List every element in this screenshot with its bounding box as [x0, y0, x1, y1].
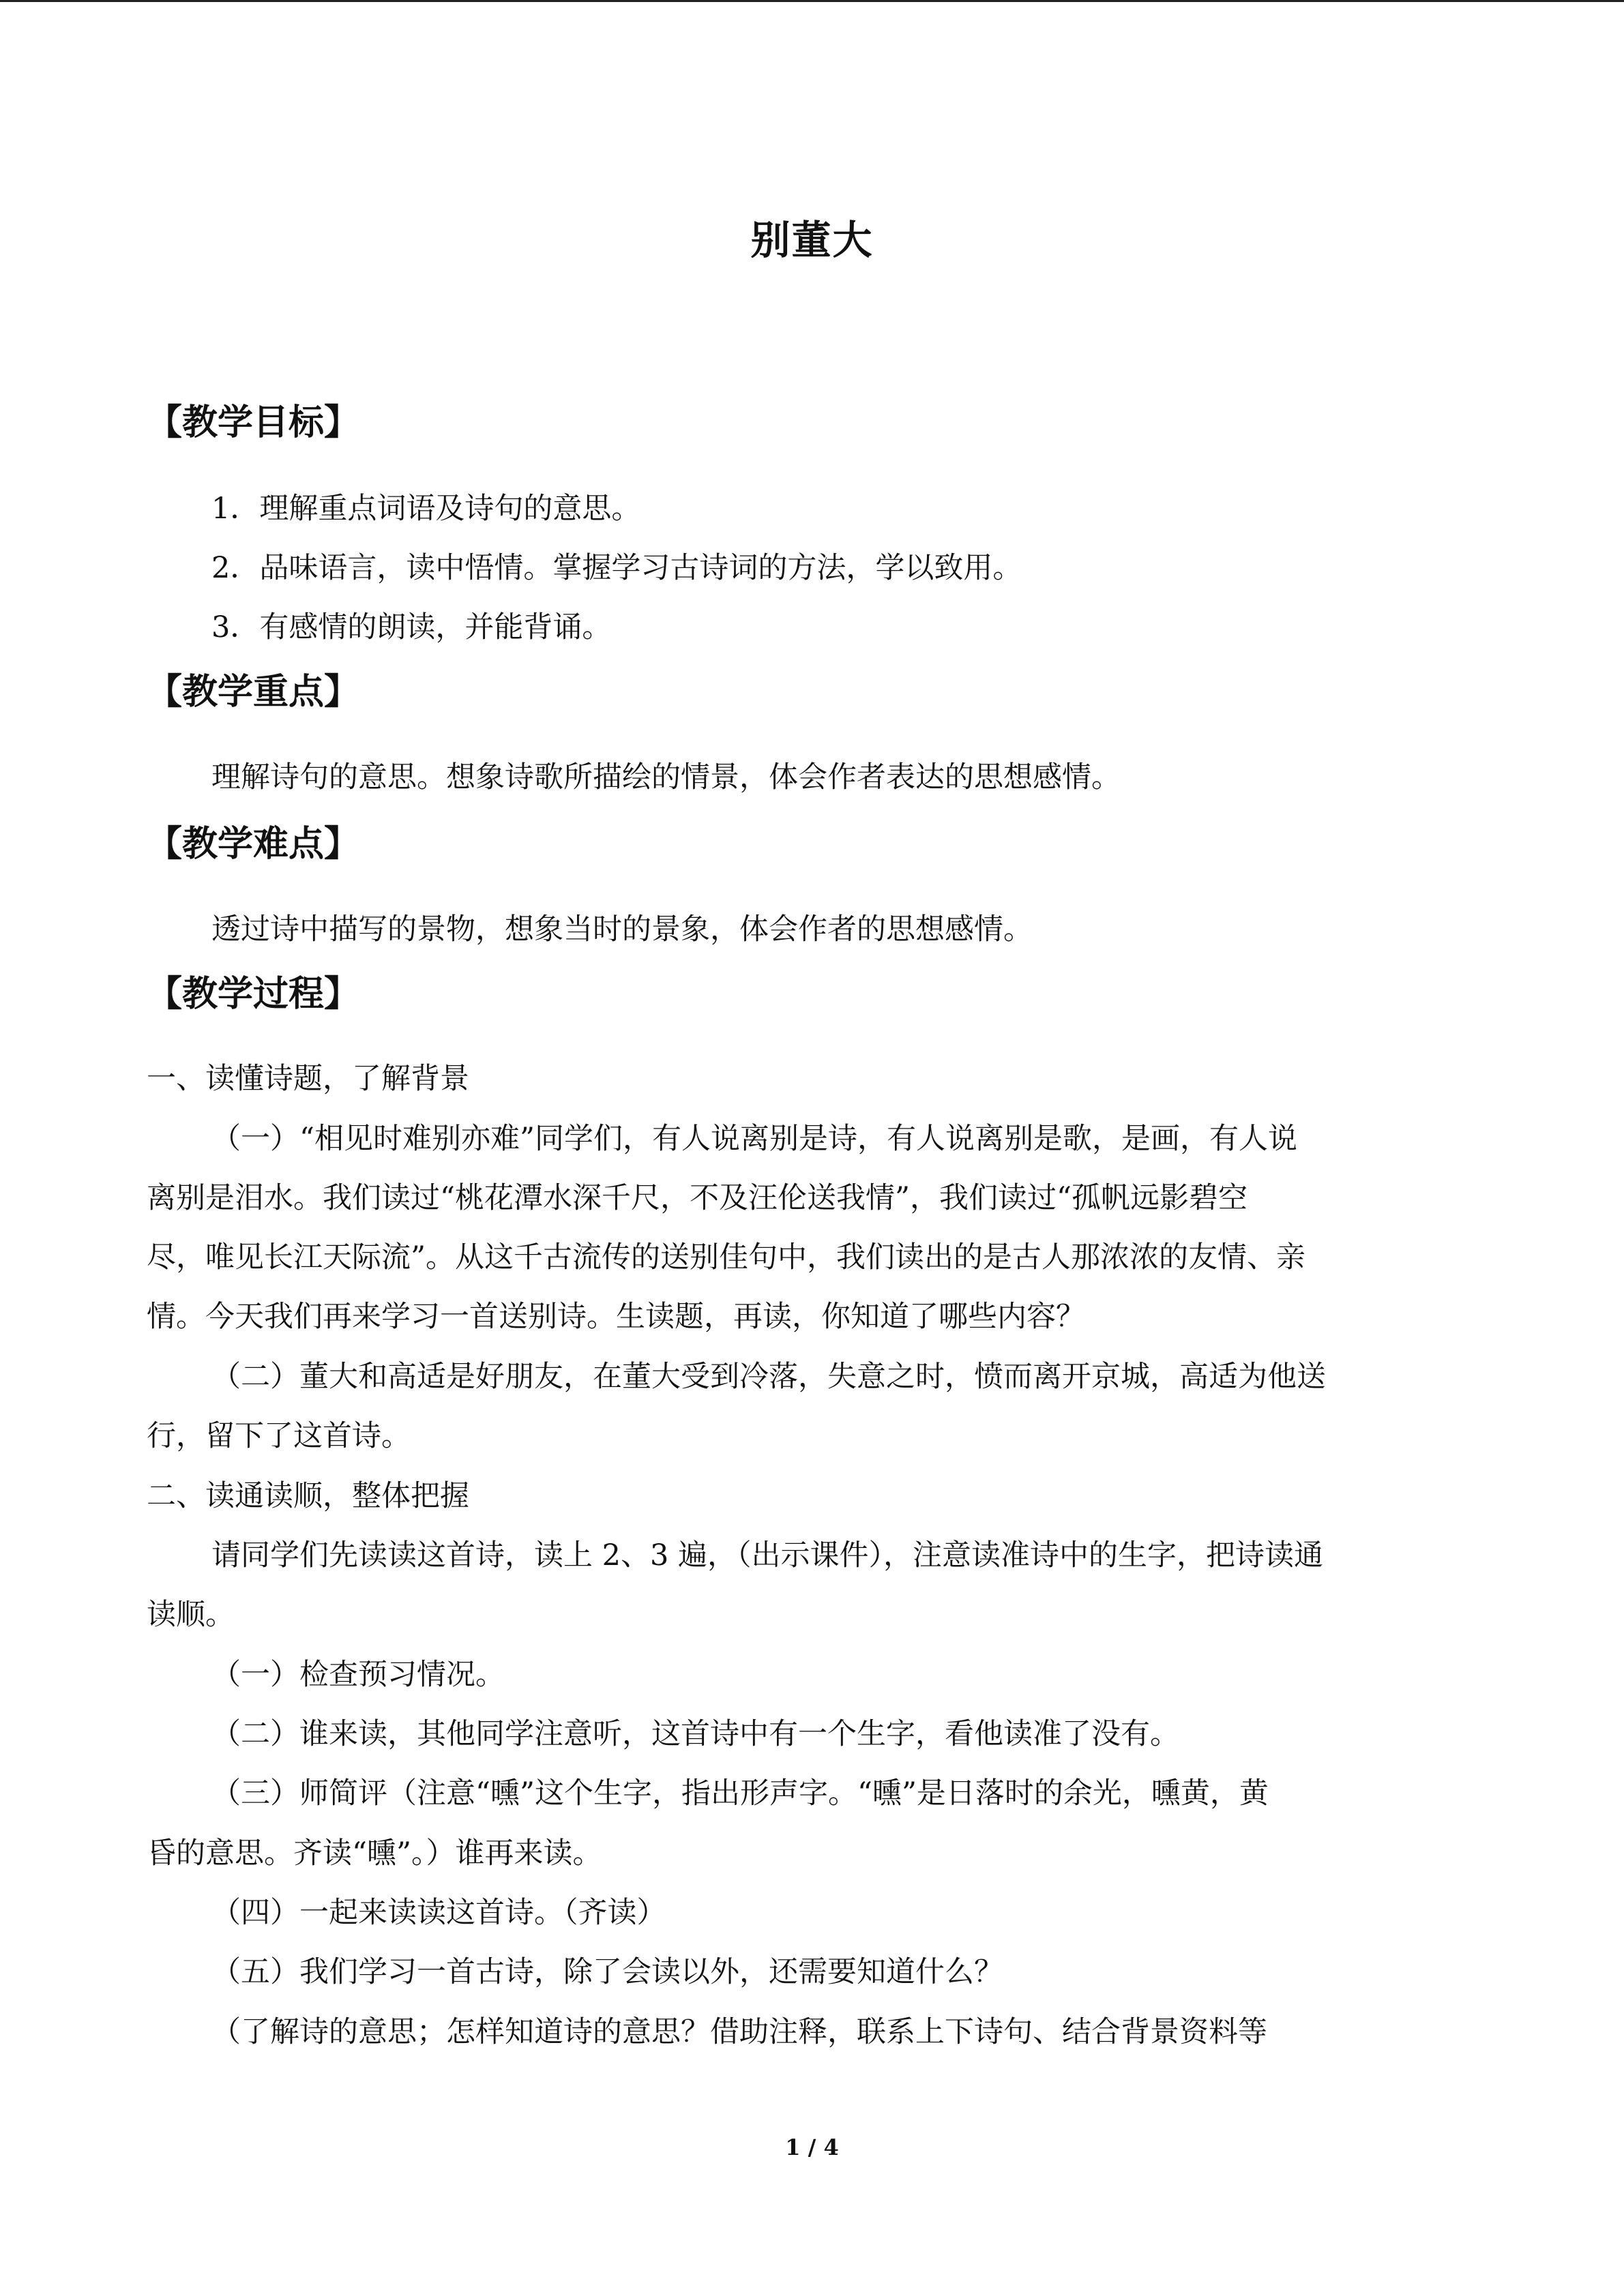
process-paragraph-line: （一）检查预习情况。 — [211, 1658, 505, 1692]
process-paragraph-line: 情。今天我们再来学习一首送别诗。生读题，再读，你知道了哪些内容？ — [147, 1300, 1085, 1334]
page-top-border — [0, 0, 1624, 2]
objective-item: 2．品味语言，读中悟情。掌握学习古诗词的方法，学以致用。 — [211, 551, 1022, 585]
process-paragraph-line: 昏的意思。齐读“曛”。）谁再来读。 — [147, 1836, 602, 1870]
process-paragraph-line: 尽，唯见长江天际流”。从这千古流传的送别佳句中，我们读出的是古人那浓浓的友情、亲 — [147, 1240, 1305, 1274]
process-paragraph-line: （二）董大和高适是好朋友，在董大受到冷落，失意之时，愤而离开京城，高适为他送 — [211, 1360, 1326, 1394]
objective-item: 3．有感情的朗读，并能背诵。 — [211, 610, 612, 644]
process-paragraph-line: 读顺。 — [147, 1598, 235, 1632]
page-title: 别董大 — [750, 217, 874, 263]
process-paragraph-line: 请同学们先读读这首诗，读上 2、3 遍，（出示课件），注意读准诗中的生字，把诗读通 — [211, 1538, 1324, 1572]
page-number: 1 / 4 — [785, 2134, 839, 2160]
focus-heading: 【教学重点】 — [147, 671, 360, 713]
process-paragraph-line: 行，留下了这首诗。 — [147, 1419, 411, 1453]
process-paragraph-line: （了解诗的意思；怎样知道诗的意思？借助注释，联系上下诗句、结合背景资料等 — [211, 2015, 1267, 2049]
process-heading: 【教学过程】 — [147, 973, 360, 1015]
process-paragraph-line: （五）我们学习一首古诗，除了会读以外，还需要知道什么？ — [211, 1955, 1003, 1989]
difficulty-heading: 【教学难点】 — [147, 823, 360, 865]
difficulty-text: 透过诗中描写的景物，想象当时的景象，体会作者的思想感情。 — [211, 912, 1033, 946]
process-paragraph-line: （四）一起来读读这首诗。（齐读） — [211, 1896, 666, 1930]
objectives-heading: 【教学目标】 — [147, 402, 360, 443]
process-section-title: 一、读懂诗题，了解背景 — [147, 1062, 469, 1096]
process-paragraph-line: （三）师简评（注意“曛”这个生字，指出形声字。“曛”是日落时的余光，曛黄，黄 — [211, 1776, 1269, 1810]
focus-text: 理解诗句的意思。想象诗歌所描绘的情景，体会作者表达的思想感情。 — [211, 760, 1121, 794]
process-paragraph-line: （二）谁来读，其他同学注意听，这首诗中有一个生字，看他读准了没有。 — [211, 1717, 1179, 1751]
process-paragraph-line: （一）“相见时难别亦难”同学们，有人说离别是诗，有人说离别是歌，是画，有人说 — [211, 1122, 1297, 1156]
process-paragraph-line: 离别是泪水。我们读过“桃花潭水深千尺，不及汪伦送我情”，我们读过“孤帆远影碧空 — [147, 1181, 1247, 1215]
process-section-title: 二、读通读顺，整体把握 — [147, 1479, 469, 1513]
objective-item: 1．理解重点词语及诗句的意思。 — [211, 492, 641, 526]
